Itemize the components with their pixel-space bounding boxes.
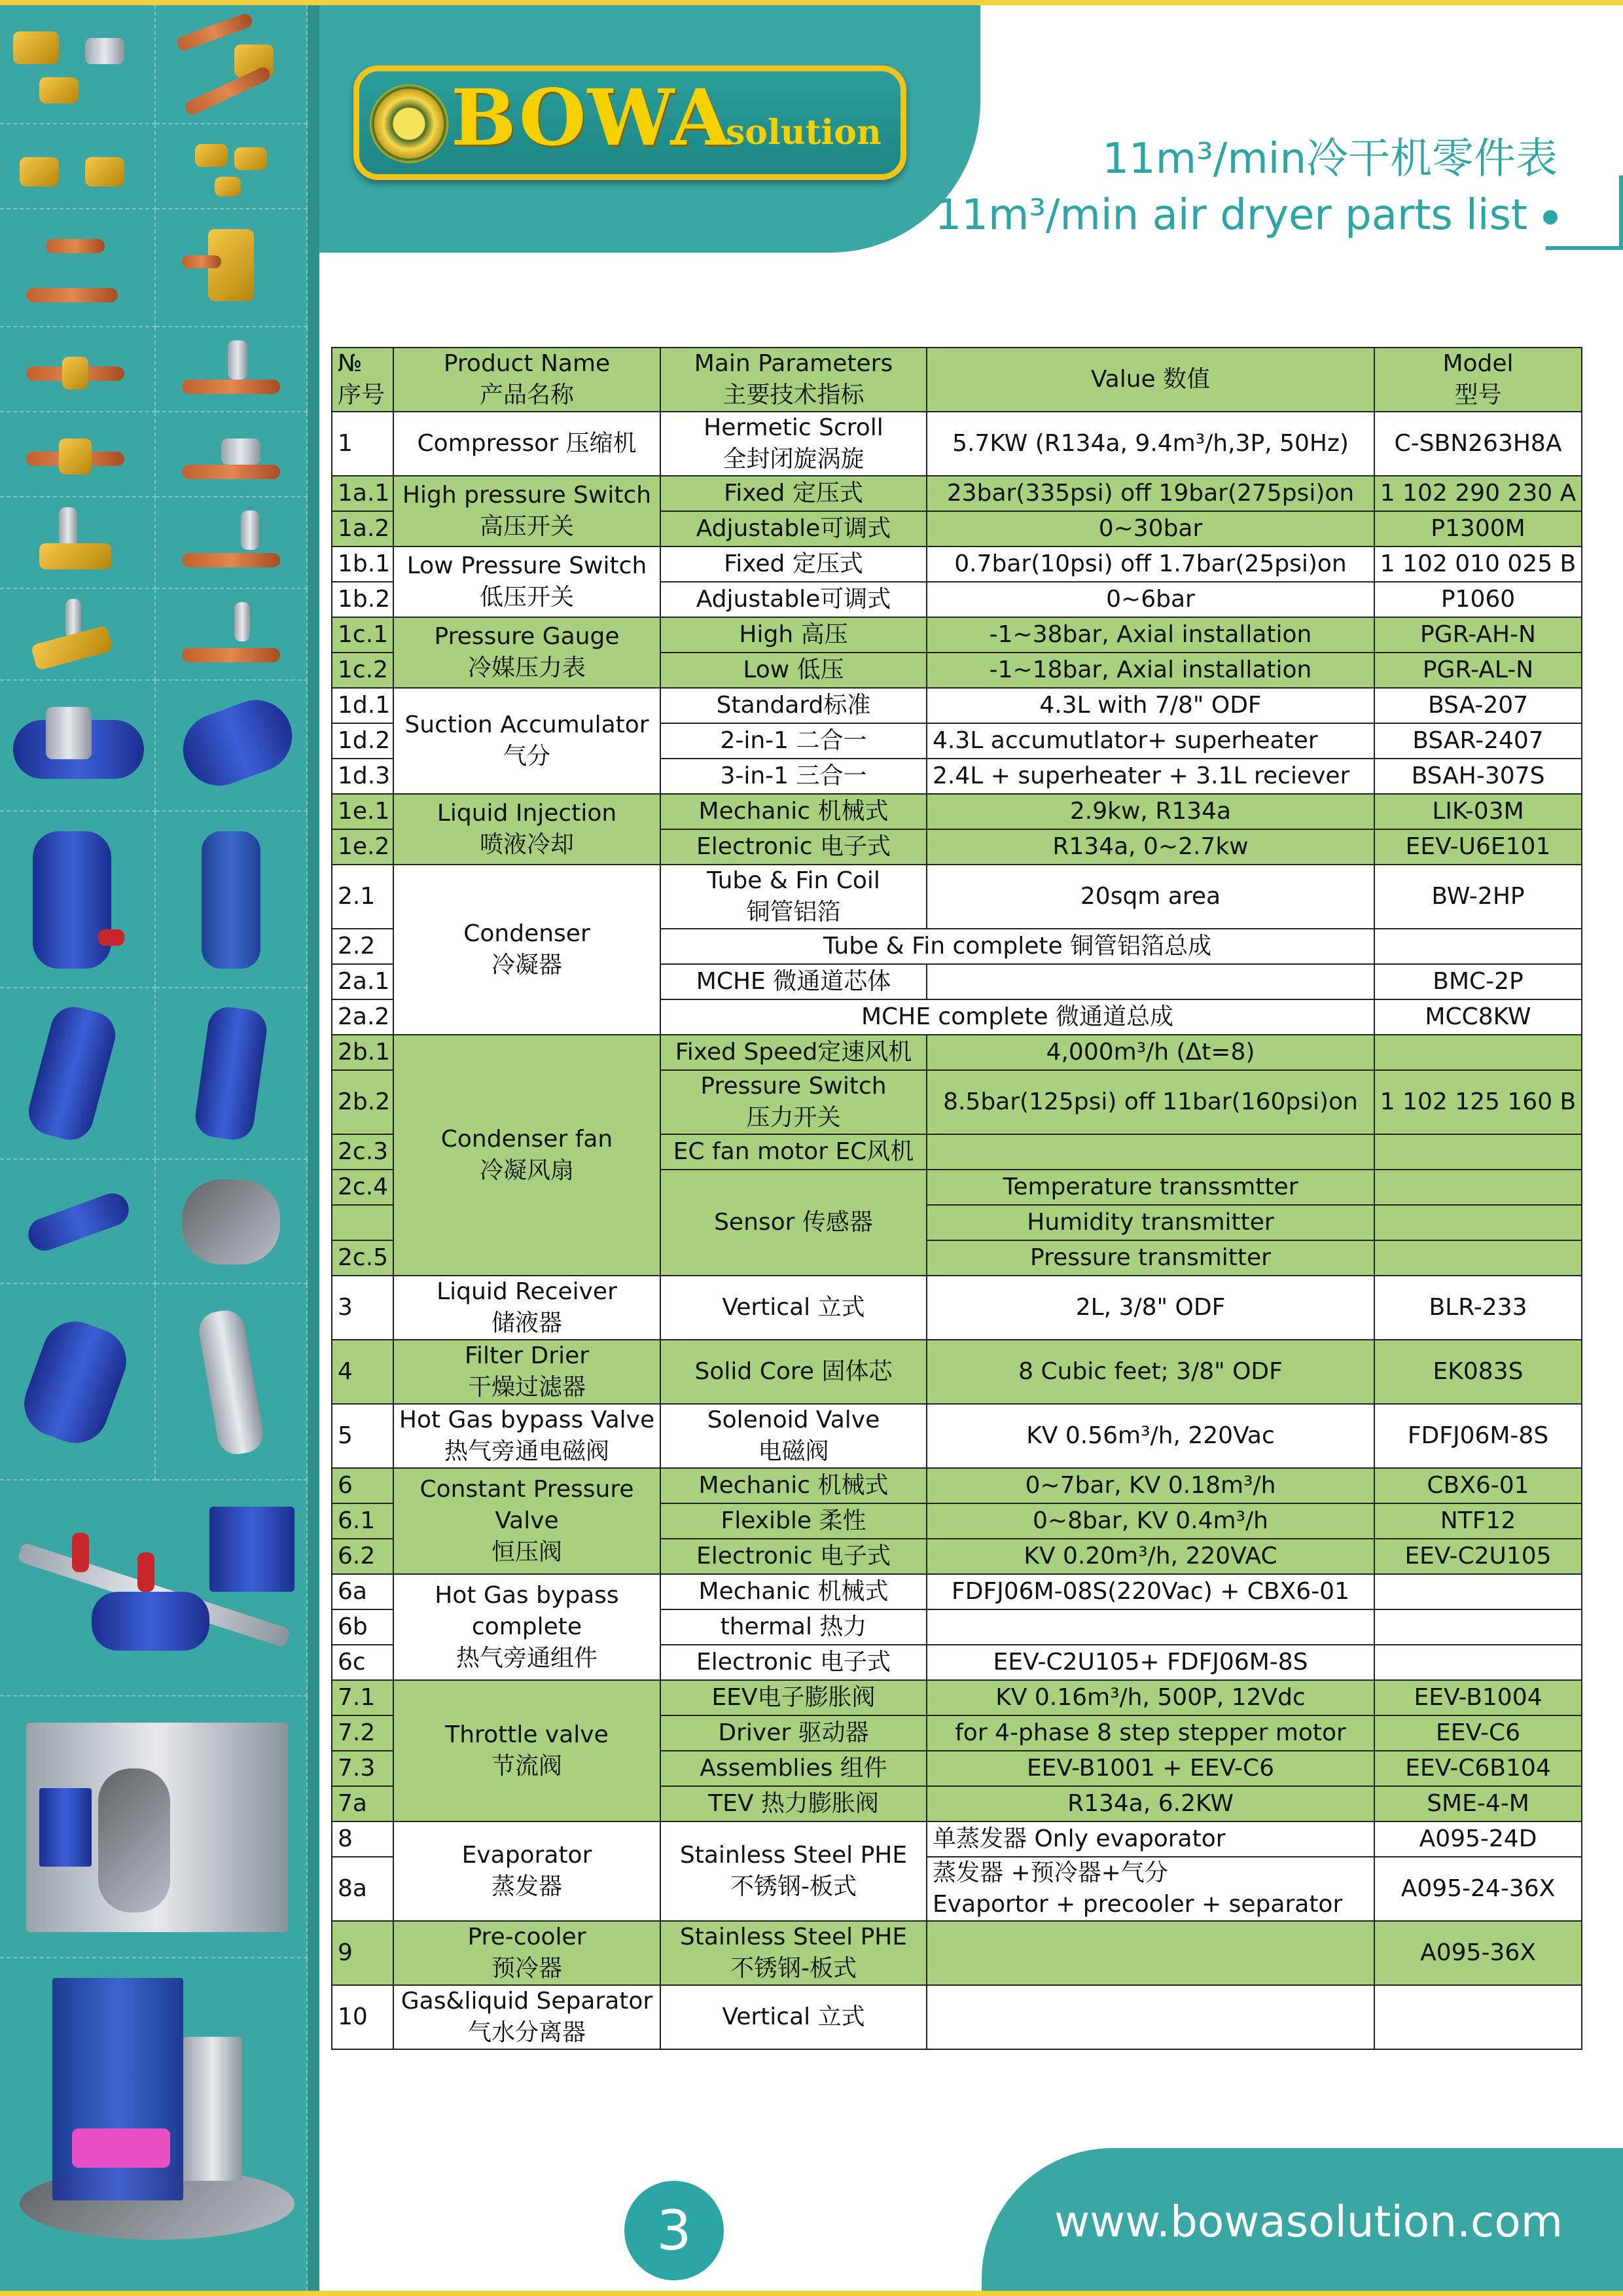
solenoid-valve-icon [156,412,308,497]
dryer-unit-icon [0,1696,308,1958]
table-row: 2.1 Condenser 冷凝器 Tube & Fin Coil 铜管铝箔 20sqm area BW-2HP [332,865,1582,929]
solenoid-valve-icon [156,327,308,412]
solenoid-valve-icon [156,497,308,589]
table-row: 2.2 Tube & Fin complete 铜管铝箔总成 [332,929,1582,964]
table-row: 1e.2 Electronic 电子式 R134a, 0~2.7kw EEV-U6E101 [332,829,1582,865]
header-product-name: Product Name 产品名称 [393,348,660,412]
receiver-icon [156,988,308,1160]
logo-wordmark: BOWA [451,72,732,163]
container-unit-icon [0,1958,308,2291]
table-row: 6a Hot Gas bypass complete 热气旁通组件 Mechanic 机械式 FDFJ06M-08S(220Vac) + CBX6-01 [332,1574,1582,1609]
table-row: 6b thermal 热力 [332,1609,1582,1645]
table-row: 1c.1 Pressure Gauge 冷媒压力表 High 高压 -1~38bar, Axial installation PGR-AH-N [332,617,1582,653]
table-row: 7a TEV 热力膨胀阀 R134a, 6.2KW SME-4-M [332,1786,1582,1821]
table-row: 10 Gas&liquid Separator 气水分离器 Vertical 立式 [332,1985,1582,2049]
table-row: Humidity transmitter [332,1205,1582,1240]
table-row: 1d.1 Suction Accumulator 气分 Standard标准 4.3L with 7/8" ODF BSA-207 [332,688,1582,723]
receiver-icon [0,988,156,1160]
table-row: 1 Compressor 压缩机 Hermetic Scroll 全封闭旋涡旋 5.7KW (R134a, 9.4m³/h,3P, 50Hz) C-SBN263H8A [332,412,1582,476]
parts-table [331,347,1582,2050]
solenoid-valve-icon [156,589,308,681]
valve-icon [0,209,156,327]
piping-assembly-icon [0,1480,308,1696]
table-row: 9 Pre-cooler 预冷器 Stainless Steel PHE 不锈钢-板式 A095-36X [332,1921,1582,1985]
bottom-frame-line [0,2291,1623,2296]
filter-drier-icon [0,1160,156,1284]
table-row: 2a.1 MCHE 微通道芯体 BMC-2P [332,964,1582,999]
valve-icon [0,124,156,209]
bullet-dot-icon [1543,210,1558,224]
logo-emblem-icon [370,84,448,163]
top-frame-line [0,0,1623,5]
table-row: 2b.1 Condenser fan 冷凝风扇 Fixed Speed定速风机 4,000m³/h (Δt=8) [332,1035,1582,1070]
filter-drier-icon [0,1284,156,1480]
brand-logo [353,65,906,180]
title-english-row [935,187,1558,243]
title-chinese: 11m³/min冷干机零件表 [1102,135,1558,183]
valve-icon [0,5,156,124]
table-row: 2a.2 MCHE complete 微通道总成 MCC8KW [332,999,1582,1035]
accumulator-icon [0,681,156,812]
table-row: 1b.2 Adjustable可调式 0~6bar P1060 [332,582,1582,617]
valve-icon [156,5,308,124]
table-row: 1d.3 3-in-1 三合一 2.4L + superheater + 3.1L reciever BSAH-307S [332,759,1582,794]
solenoid-valve-icon [0,497,156,589]
page-title [935,131,1558,243]
table-row: 6 Constant Pressure Valve 恒压阀 Mechanic 机械式 0~7bar, KV 0.18m³/h CBX6-01 [332,1468,1582,1503]
table-row: 6c Electronic 电子式 EEV-C2U105+ FDFJ06M-8S [332,1645,1582,1680]
table-row: 7.3 Assemblies 组件 EEV-B1001 + EEV-C6 EEV-C6B104 [332,1751,1582,1786]
table-row: 2c.4 Sensor 传感器 Temperature transsmtter [332,1170,1582,1205]
header-model: Model 型号 [1374,348,1582,412]
solenoid-valve-icon [0,589,156,681]
table-row: 1c.2 Low 低压 -1~18bar, Axial installation PGR-AL-N [332,653,1582,688]
website-link[interactable]: www.bowasolution.com [1054,2197,1563,2247]
valve-icon [0,327,156,412]
table-row: 7.2 Driver 驱动器 for 4-phase 8 step stepper motor EEV-C6 [332,1715,1582,1751]
header-main-parameters: Main Parameters 主要技术指标 [660,348,927,412]
title-accent-line [1619,175,1623,249]
product-sidebar [0,5,308,2291]
thumbnail-grid [0,5,308,2291]
receiver-icon [156,812,308,988]
valve-icon [156,209,308,327]
table-row: 6.1 Flexible 柔性 0~8bar, KV 0.4m³/h NTF12 [332,1503,1582,1539]
table-row: 1a.2 Adjustable可调式 0~30bar P1300M [332,511,1582,547]
header-no: № 序号 [332,348,393,412]
filter-drier-icon [156,1284,308,1480]
table-row: 8 Evaporator 蒸发器 Stainless Steel PHE 不锈钢-板式 单蒸发器 Only evaporator A095-24D [332,1821,1582,1857]
table-row: 2c.3 EC fan motor EC风机 [332,1134,1582,1170]
table-row: 2c.5 Pressure transmitter [332,1240,1582,1276]
fan-housing-icon [156,1160,308,1284]
table-header-row [332,348,1582,412]
accumulator-icon [156,681,308,812]
title-accent-line [1546,246,1623,250]
table-row: 3 Liquid Receiver 储液器 Vertical 立式 2L, 3/8" ODF BLR-233 [332,1276,1582,1340]
table-row: 1a.1 High pressure Switch 高压开关 Fixed 定压式 23bar(335psi) off 19bar(275psi)on 1 102 290 230 A [332,476,1582,511]
valve-icon [156,124,308,209]
receiver-icon [0,812,156,988]
table-row: 2b.2 Pressure Switch 压力开关 8.5bar(125psi) off 11bar(160psi)on 1 102 125 160 B [332,1070,1582,1134]
table-row: 4 Filter Drier 干燥过滤器 Solid Core 固体芯 8 Cubic feet; 3/8" ODF EK083S [332,1340,1582,1404]
page-number: 3 [624,2181,724,2280]
header-value: Value 数值 [927,348,1374,412]
table-row: 6.2 Electronic 电子式 KV 0.20m³/h, 220VAC EEV-C2U105 [332,1539,1582,1574]
logo-subtitle: solution [726,113,882,152]
sidebar-stripe [308,5,319,2291]
valve-icon [0,412,156,497]
title-english: 11m³/min air dryer parts list [935,191,1527,240]
table-row: 5 Hot Gas bypass Valve 热气旁通电磁阀 Solenoid Valve 电磁阀 KV 0.56m³/h, 220Vac FDFJ06M-8S [332,1404,1582,1468]
table-row: 1b.1 Low Pressure Switch 低压开关 Fixed 定压式 0.7bar(10psi) off 1.7bar(25psi)on 1 102 010 025 B [332,547,1582,582]
table-row: 8a 蒸发器 +预冷器+气分 Evaportor + precooler + separator A095-24-36X [332,1857,1582,1921]
table-row: 7.1 Throttle valve 节流阀 EEV电子膨胀阀 KV 0.16m³/h, 500P, 12Vdc EEV-B1004 [332,1680,1582,1715]
table-row: 1e.1 Liquid Injection 喷液冷却 Mechanic 机械式 2.9kw, R134a LIK-03M [332,794,1582,829]
table-row: 1d.2 2-in-1 二合一 4.3L accumutlator+ superheater BSAR-2407 [332,723,1582,759]
